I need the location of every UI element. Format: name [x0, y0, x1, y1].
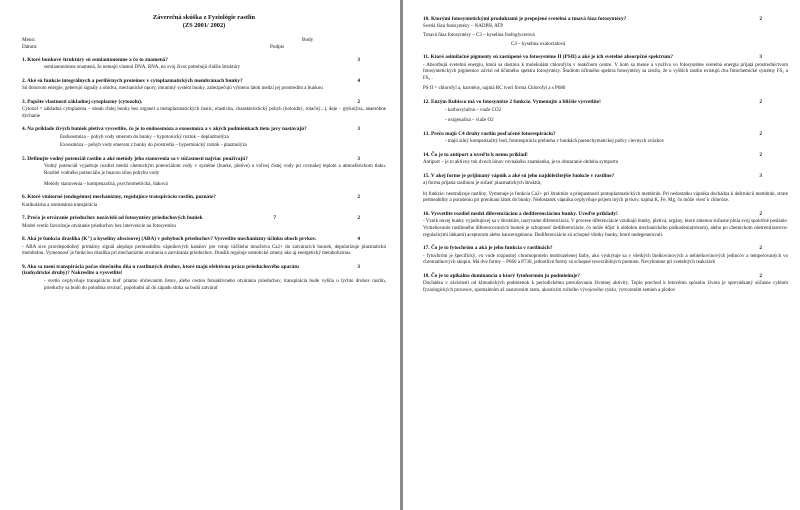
question-text [22, 126, 386, 132]
question-label: 10. Ktorými fotosyntetickými produktami je prepojené svetelná a tmavá fáza fotosyntézy? [423, 16, 627, 22]
question-block [22, 126, 386, 150]
question-label: 14. Čo je to antiport a uveďte k nemu príklad! [423, 151, 528, 158]
question-points: 2 [759, 245, 762, 252]
question-text [423, 99, 788, 105]
question-points: 2 [357, 194, 360, 201]
answer-text: - karboxylačná – viaže CO2 [445, 107, 502, 113]
answer-text: Dochádza v závislosti od klimatických podmienok k periodickému prerušovaniu životnej aktivity. Teplo prechod k letovému spôsobu života je sprevádzaný súčasne cyklom fyziologických procesov, spomalením až zastavením rastu, akosticím ročného vývojového cyklu, vytvorením semien a plodov [423, 281, 788, 293]
answer-text: a) forma prijatia rastlinou je súčasť plazmatických štruktúr, [423, 181, 542, 187]
question-text [423, 131, 788, 137]
question-points: 2 [759, 130, 762, 137]
question-points-secondary: 2 [357, 215, 360, 222]
question-label: 3. Popíšte vlastnosti základnej cytoplazmy (cytozolu). [22, 98, 143, 105]
question-text [22, 78, 386, 84]
question-label: 13. Prečo majú C4 druhy rastlín posľačené fotorespiráciu? [423, 130, 556, 137]
question-label: 9. Ako sa mení transpirácia počas slnečného dňa u rastlinných druhov, ktoré majú efektívnu prácu prieduchového aparátu (izohydrické druhy)? Nakreslite a vysvetlite! [22, 264, 299, 277]
question-label: 15. V akej forme je prijímaný vápnik a aké sú jeho najdôležitejšie funkcie v rastline? [423, 172, 615, 179]
question-text [22, 264, 386, 277]
question-block [22, 99, 386, 121]
question-block [22, 78, 386, 93]
question-block [22, 57, 386, 72]
date-label: Dátum: [22, 43, 38, 50]
question-text [423, 273, 788, 279]
question-label: 6. Ktoré vnútorné (endogénne) mechanizmy, regulujúce transpiráciu rastlín, poznáte? [22, 194, 216, 201]
question-points: 4 [357, 236, 360, 243]
question-block [22, 236, 386, 258]
question-block [423, 173, 788, 205]
answer-text: Modré svetlo favorizuje otváranie prieduchov bez intervencie na fotosyntézu [22, 223, 176, 229]
question-points: 3 [759, 54, 762, 61]
question-text [22, 156, 386, 162]
question-text [423, 16, 788, 22]
question-block [423, 99, 788, 125]
left-questions [22, 57, 386, 292]
answer-text: Metódy stanovenia – kompenzačná, psychrometrická, tlaková [44, 181, 168, 187]
answer-text: PS II = chlorofyl a, karotény, najmä RC tvorí forma Chlorofyl a s P680 [423, 86, 566, 92]
meta-row-name [22, 37, 386, 44]
question-text [22, 236, 386, 242]
question-text [22, 57, 386, 63]
question-points: 3 [357, 126, 360, 133]
question-text [22, 215, 386, 221]
question-points: 2 [759, 16, 762, 22]
question-text [22, 194, 386, 200]
answer-text: semiautonómne znamená, že nemajú vlastnú DNA, RNA, no svoj život potrebujú ďalšie štruktúry [44, 65, 241, 71]
answer-text: Svetlá fáza fotosyntézy – NADPH, ATP [423, 24, 503, 30]
question-label: 1. Ktoré bunkové štruktúry sú semiautonómne a čo to znamená? [22, 56, 168, 63]
question-points: 2 [759, 151, 762, 158]
answer-text: - Vznik novej bunky vyjadrujúcej sa v štruktúre, nazývame diferenciácia. V procese diferenciácie vznikajú bunky, pletivá, orgány, ktoré zmenou súčasne plnia svoj spoločné poslanie. Vymeňovanie rastlinného diferencovaných buniek je schopnosť dediferenciácie, čo môže dôjsť k obdobiu mechanického poškodenia(rezom), alebo po chemickom ošetrení(rastovo-regulačnými látkami) aceptorom alebo kancerogénnou. Dediferenciácie sú schopné všetky bunky, ktoré nedegenerovali. [423, 219, 788, 238]
question-text [423, 173, 788, 179]
answer-text: Tmavá fáza fotosyntézy – C3 – kyselina fosfoglycerová [423, 33, 535, 39]
answer-text: b) funkcie: neutralizuje rastliny, Vymenuje je funkcia Ca2+ pri štruktúre a priepustnosti protoplazmatických membrán. Pri nedostatku vápnika dochádza k deštrukcii membrán, strate permeability a porušeniu pri prenikaní látok do bunky. Nedostatok vápnika ovplyvňuje príjem iných prvkov, najmä K, Fe, Mg, čo môže viesť k chloróze. [423, 191, 788, 204]
question-label: 5. Definujte vodný potenciál rastlín a aké metódy jeho stanovenia sa v súčasnosti najviac používajú? [22, 156, 248, 163]
question-label: 7. Prečo je otváranie prieduchov nezávislé od fotosyntézy prieduchových buniek [22, 215, 203, 222]
question-block [423, 16, 788, 48]
answer-text: - ABA sice pravdepodobný primárny signál alepšuje permeabilitu vápnikových kanálov pre vstup väčšieho množstva Ca2+ do zatváracích buniek, depolarizuje plazmatickú membránu. Vymennosť je funkciou draslíka pri mechanizme otvárania a zatvárania prieduchov. Draslík reguluje osmotické zmeny ako aj energetický metabolizmus. [22, 244, 386, 257]
question-label: 12. Enzým Rubisco má vo fotosyntéze 2 funkcie. Vymenujte a bližšie vysvetlite! [423, 99, 601, 106]
question-block [22, 264, 386, 292]
question-block [423, 54, 788, 93]
question-points: 3 [759, 172, 762, 179]
question-points: 3 [357, 156, 360, 163]
answer-text: C4 – kyselina oxaloctalová [511, 41, 566, 47]
answer-text: Cytozol = základná cytoplazma – obsah ďalej bunky bez organel a metaplazmatických častíc, elasticita, charakteristický pohyb (koloidný, rotačný...), deje – glykolýza, anaeróbne dýchanie [22, 107, 386, 119]
question-label: 16. Vysvetlite rozdiel medzi diferenciáciou a dediferenciáciou bunky. Uveďte príklady! [423, 211, 618, 218]
question-label: 4. Na príklade živých buniek pletiva vysvetlite, čo je to endoosmóza a exoosmóza a v akých podmienkach tieto javy nastávajú? [22, 126, 307, 133]
answer-text: Sú donorom energie, geberujú signály a obidva, mechanické opory, imunitný systém bunky, zabezpečujú výmenu látok medzi jej prostredím a bunkou [22, 86, 323, 92]
question-block [423, 211, 788, 239]
question-text [423, 245, 788, 251]
question-text [423, 152, 788, 158]
answer-text: Endoosmóza – pohyb vody smerom do bunky – hypotonický roztok – deplazmolýza [60, 134, 229, 140]
question-points: 2 [759, 272, 762, 279]
question-block [22, 215, 386, 230]
answer-text: Kutikulárna a stomatárna transpirácia [22, 202, 98, 208]
question-text [423, 54, 788, 60]
answer-text: - Absorbujú svetelnú energiu, ktorá sa dostáva k molekulám chlorofylu v reakčnom centre. V ňom sa menie a využíva vo fotosystéme svetelná energia prijatá prostredníctvom fotosyntetických pigmentov závisí od účinného spektra fotosyntézy. Študiom účinného spektra fotosyntézy sa zistilo, že u vyšších rastlín existujú dva fotochemické systémy FS₁ a FS₂ . [423, 62, 788, 81]
answer-text: - oxigenačná – viaže O2 [445, 118, 494, 124]
answer-text: Vodný potenciál vyjadruje rozdiel medzi chemickým potenciálom vody v systéme (bunke, pletive) a voľnej čistej vody pri rovnakej teplote a atmosferickom tlaku. Rozdiel vodného potenciálu je hnacou silou pohybu vody [44, 164, 386, 177]
right-page [403, 0, 800, 510]
answer-text: - majú silný kompenzačný bod, fotorespirácia prebieha v bunkách parenchymatickej pošvy cievnych zväzkov [445, 139, 665, 145]
question-block [423, 152, 788, 167]
answer-text: Antiport – je to aktívny tok dvoch iónov rovnakého znamienka, je to obstaranie obdoba symportu [423, 160, 619, 166]
question-label: 17. Čo je to fytochróm a aká je jeho funkcia v rastlinách? [423, 245, 553, 252]
question-text [423, 211, 788, 217]
answer-text: - svetlo ovplyvňuje transpiráciu buď priamo ohrievaním listov, alebo cestou fotoaktívneho otvárania prieduchov, transpirácia bude vyššia u týchto druhov rastlín, prieduchy sa budú do poludnia otvárať, popoludní až do západu slnka sa budú zatvárať [44, 278, 386, 291]
question-label: 8. Aká je funkcia draslíka (K⁺) a kyseliny abscisovej (ABA) v pohyboch prieduchov? Vysvetlite mechanizmy účinku oboch prvkov. [22, 236, 317, 243]
question-points: 2 [759, 211, 762, 218]
question-block [22, 156, 386, 188]
question-label: 18. Čo je to apikálna dominancia a ktorý fytohormón ju podmieňuje? [423, 272, 581, 279]
points-label: Body [302, 36, 314, 43]
question-block [423, 245, 788, 267]
question-block [423, 131, 788, 146]
question-points: 3 [357, 56, 360, 63]
question-points: 4 [357, 77, 360, 84]
question-block [22, 194, 386, 209]
answer-text: - fytochróm je špecifický, vo vode rozpustný chromoproteín modrozelenej farby, ako vyskytuje sa v všetkých bielkovinových a nebielkovinových jedincov a temperovaných vo chromatínových skupín. Má dve formy – P660 a P730, jednotlivé formy sú schopné reverzibilných premien. Nevyhnutne pri svetelných reakciách [423, 253, 788, 266]
question-points: 3 [357, 264, 360, 270]
exam-title: Záverečná skúška z Fyziológie rastlín [152, 14, 256, 21]
question-points: 2 [759, 99, 762, 106]
question-points: 7 [273, 215, 276, 222]
question-block [423, 273, 788, 295]
right-questions [423, 16, 788, 295]
question-label: 2. Aké sú funkcie integrálnych a periférnych proteínov v cytoplazmatických membránach bunky? [22, 77, 243, 84]
exam-subtitle: (ZS 2001/ 2002) [182, 22, 226, 30]
question-points: 2 [357, 98, 360, 105]
answer-text: Exoosmóza – pohyb vody smerom z bunky do prostredia – hypertonický roztok - plazmolýza [60, 143, 247, 149]
name-label: Meno: [22, 36, 36, 43]
sign-label: Podpis [270, 43, 285, 50]
question-label: 11. Ktoré asimilačné pigmenty sú zastúpené vo fotosystéme II (PSII) a aké je ich svetelné absorpčné spektrum? [423, 54, 673, 61]
question-text [22, 99, 386, 105]
meta-row-date [22, 44, 386, 51]
